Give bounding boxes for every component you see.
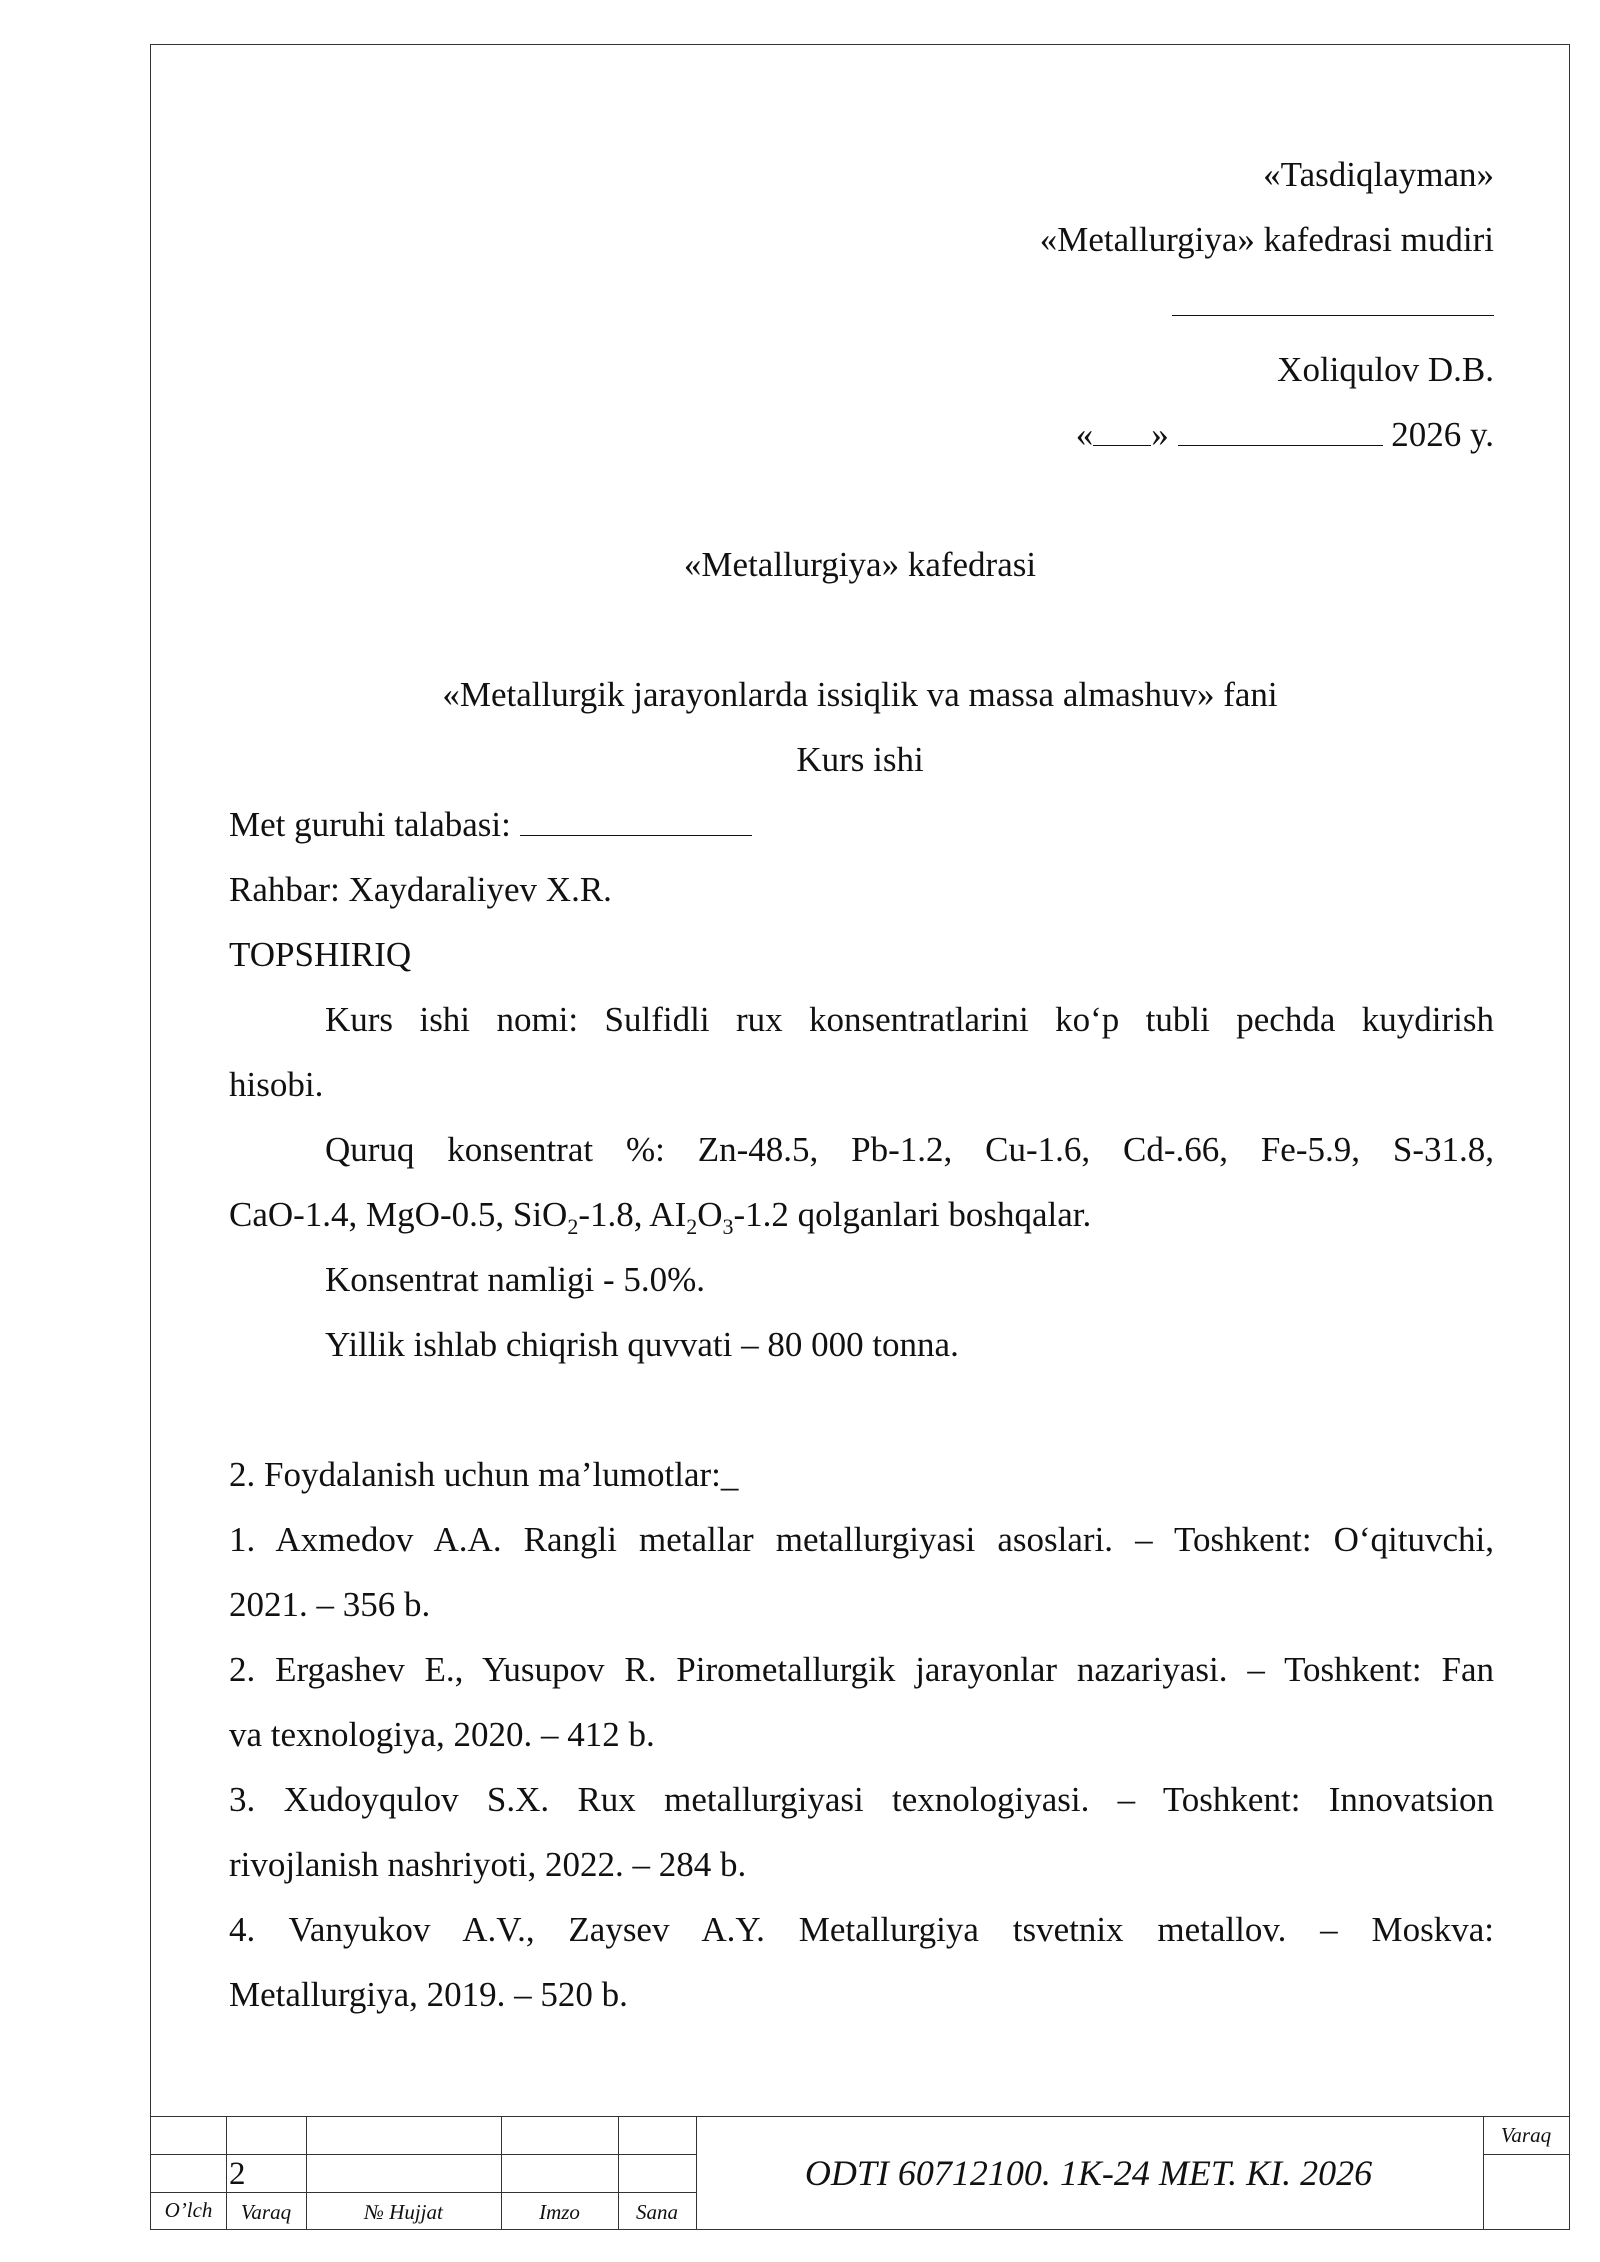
department: «Metallurgiya» kafedrasi (683, 545, 1037, 584)
task-heading: TOPSHIRIQ (229, 935, 412, 974)
student-line: Met guruhi talabasi: (229, 805, 752, 845)
col-sana: Sana (636, 2200, 678, 2224)
capacity: Yillik ishlab chiqrish quvvati – 80 000 tonna. (325, 1325, 959, 1364)
subject: «Metallurgik jarayonlarda issiqlik va massa almashuv» fani (442, 675, 1278, 714)
supervisor: Rahbar: Xaydaraliyev X.R. (229, 870, 612, 909)
reference-3-line1: 3. Xudoyqulov S.X. Rux metallurgiyasi texnologiyasi. – Toshkent: Innovatsion (229, 1780, 1494, 1819)
moisture: Konsentrat namligi - 5.0%. (325, 1260, 706, 1299)
task-title-line2: hisobi. (229, 1065, 324, 1104)
reference-4-line1: 4. Vanyukov A.V., Zaysev A.Y. Metallurgiya tsvetnix metallov. – Moskva: (229, 1910, 1494, 1949)
divider (151, 2192, 696, 2193)
page-frame (150, 44, 1570, 2230)
approval-name: Xoliqulov D.B. (1277, 350, 1494, 389)
sheet-label: Varaq (1500, 2123, 1552, 2147)
col-varaq: Varaq (240, 2200, 292, 2224)
approval-date: « » 2026 y. (1075, 415, 1494, 454)
col-hujjat: № Hujjat (364, 2200, 443, 2224)
work-type: Kurs ishi (796, 740, 924, 779)
signature-line (1172, 285, 1494, 325)
reference-1-line2: 2021. – 356 b. (229, 1585, 431, 1624)
divider (1483, 2154, 1569, 2155)
task-title-line1: Kurs ishi nomi: Sulfidli rux konsentratlarini ko‘p tubli pechda kuydirish (325, 1000, 1494, 1039)
col-imzo: Imzo (539, 2200, 580, 2224)
approval-title: «Tasdiqlayman» (1263, 155, 1494, 194)
reference-2-line2: va texnologiya, 2020. – 412 b. (229, 1715, 655, 1754)
reference-1-line1: 1. Axmedov A.A. Rangli metallar metallurgiyasi asoslari. – Toshkent: O‘qituvchi, (229, 1520, 1494, 1559)
reference-3-line2: rivojlanish nashriyoti, 2022. – 284 b. (229, 1845, 747, 1884)
reference-4-line2: Metallurgiya, 2019. – 520 b. (229, 1975, 628, 2014)
composition-line1: Quruq konsentrat %: Zn-48.5, Pb-1.2, Cu-1.6, Cd-.66, Fe-5.9, S-31.8, (325, 1130, 1494, 1169)
col-olch: O’lch (164, 2198, 213, 2222)
composition-line2: CaO-1.4, MgO-0.5, SiO$_2$-1.8, $AI_2O_3-1.2$ qolganlari boshqalar. (229, 1195, 1092, 1239)
references-heading: 2. Foydalanish uchun ma’lumotlar:_ (229, 1455, 739, 1494)
reference-2-line1: 2. Ergashev E., Yusupov R. Pirometallurgik jarayonlar nazariyasi. – Toshkent: Fan (229, 1650, 1494, 1689)
title-block (151, 2116, 1569, 2229)
sheet-number: 2 (229, 2156, 246, 2192)
document-code: ODTI 60712100. 1K-24 MET. KI. 2026 (804, 2153, 1373, 2193)
approval-position: «Metallurgiya» kafedrasi mudiri (1039, 220, 1494, 259)
divider (151, 2154, 696, 2155)
